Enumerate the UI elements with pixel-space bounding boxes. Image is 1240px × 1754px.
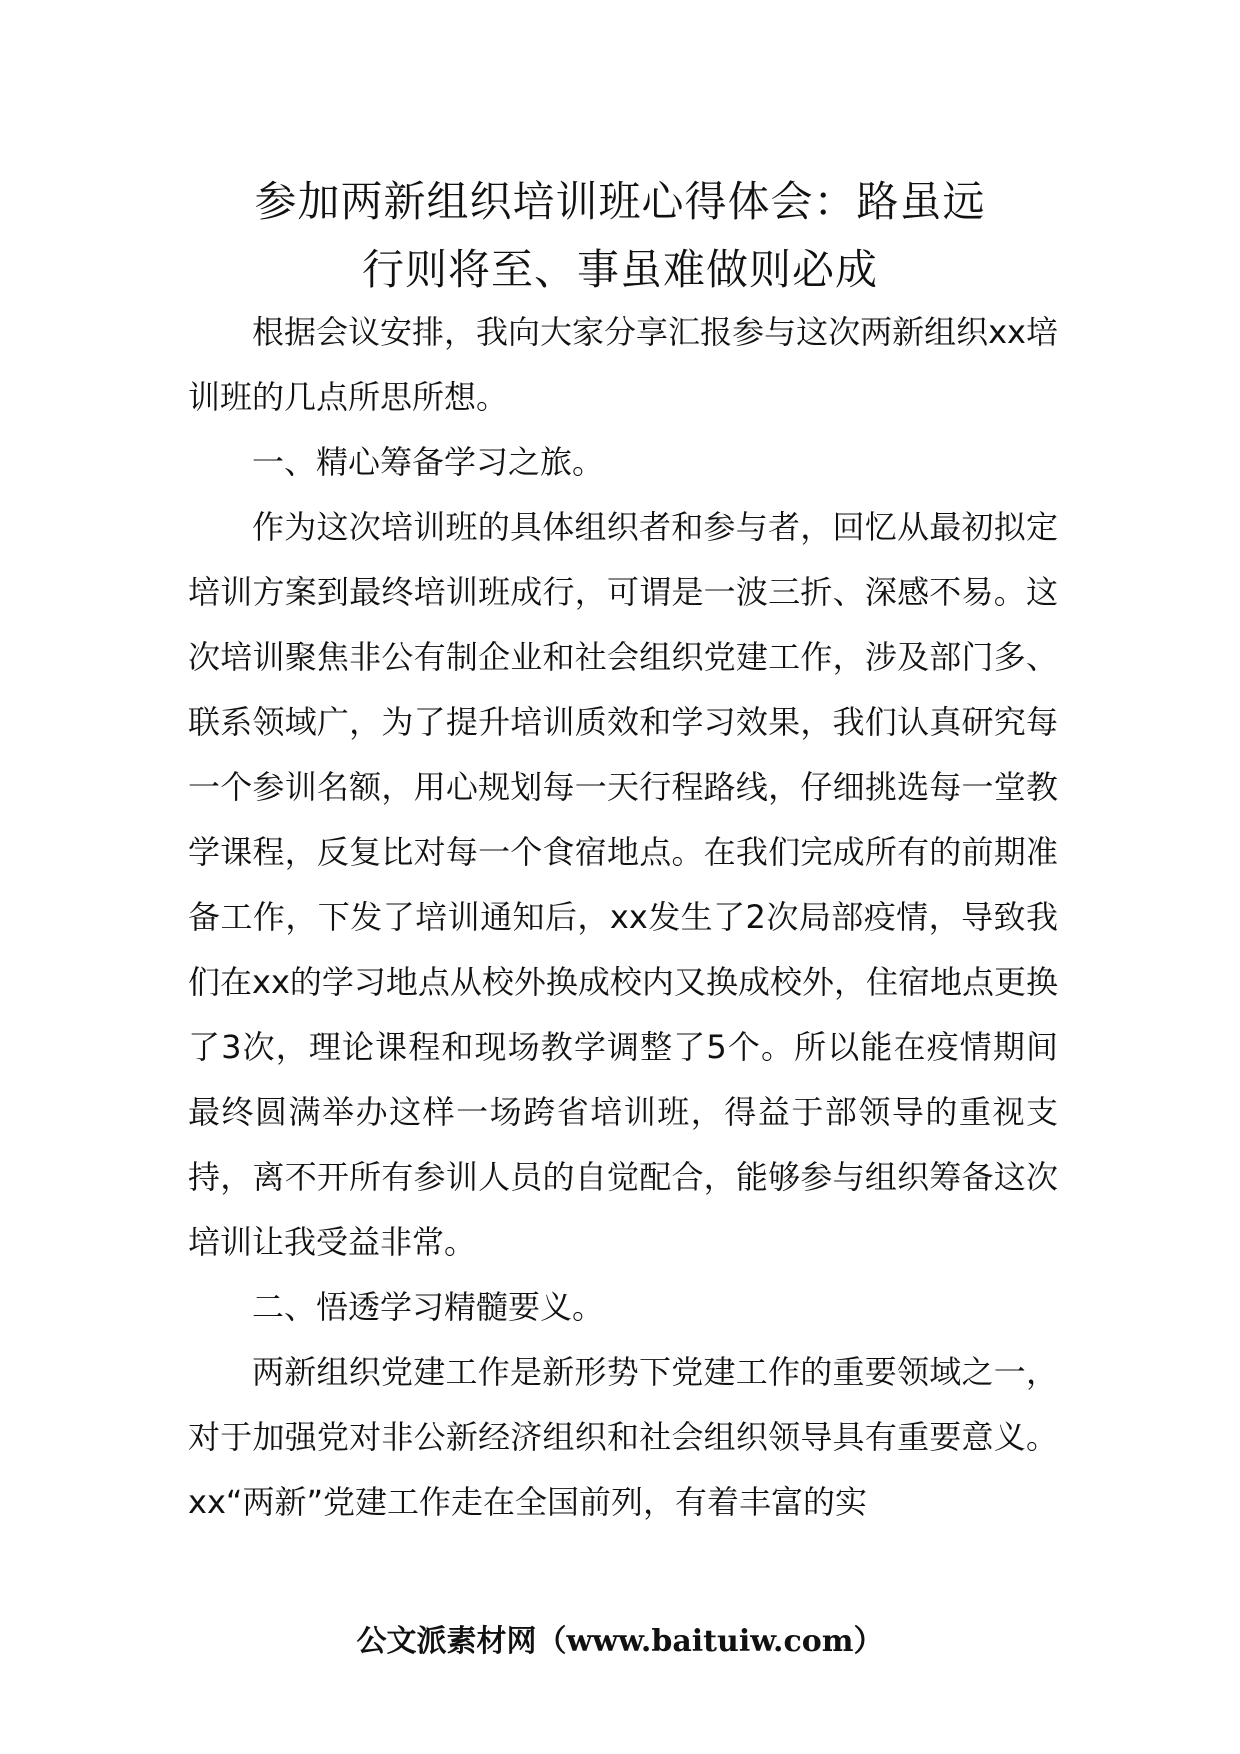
title-line-2: 行则将至、事虽难做则必成 — [361, 245, 878, 294]
section-heading-1: 一、精心筹备学习之旅。 — [252, 443, 605, 481]
paragraph-party-building: 两新组织党建工作是新形势下党建工作的重要领域之一，对于加强党对非公新经济组织和社会组织领导具有重要意义。xx“两新”党建工作走在全国前列，有着丰富的实 — [188, 1353, 1058, 1521]
paragraph-preparation: 作为这次培训班的具体组织者和参与者，回忆从最初拟定培训方案到最终培训班成行，可谓是一波三折、深感不易。这次培训聚焦非公有制企业和社会组织党建工作，涉及部门多、联系领域广，为了提升培训质效和学习效果，我们认真研究每一个参训名额，用心规划每一天行程路线，仔细挑选每一堂教学课程，反复比对每一个食宿地点。在我们完成所有的前期准备工作，下发了培训通知后，xx发生了2次局部疫情，导致我们在xx的学习地点从校外换成校内又换成校外，住宿地点更换了3次，理论课程和现场教学调整了5个。所以能在疫情期间最终圆满举办这样一场跨省培训班，得益于部领导的重视支持，离不开所有参训人员的自觉配合，能够参与组织筹备这次培训让我受益非常。 — [188, 508, 1058, 1261]
section-heading-2: 二、悟透学习精髓要义。 — [252, 1288, 605, 1326]
document-title — [150, 168, 1090, 304]
document-body — [188, 300, 1058, 1535]
paragraph-intro: 根据会议安排，我向大家分享汇报参与这次两新组织xx培训班的几点所思所想。 — [188, 313, 1058, 416]
title-line-1: 参加两新组织培训班心得体会：路虽远 — [254, 177, 986, 226]
footer-watermark: 公文派素材网（www.baituiw.com） — [356, 1624, 884, 1659]
